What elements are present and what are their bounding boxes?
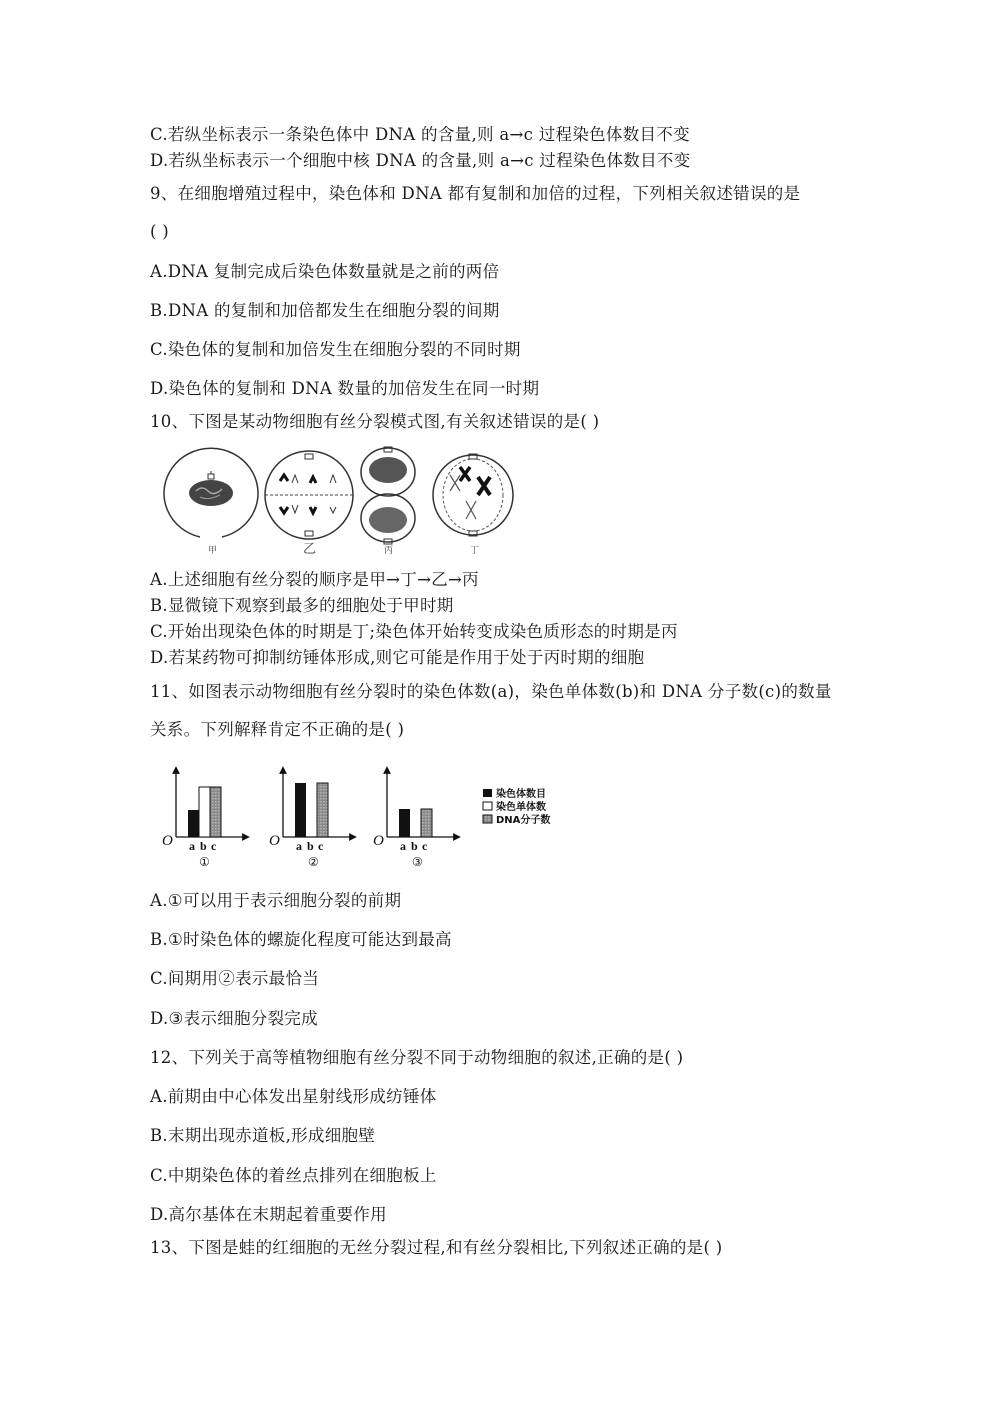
- svg-text:b: b: [200, 839, 207, 853]
- cell-jia: [164, 448, 258, 537]
- label-ding: 丁: [470, 546, 480, 555]
- q12-option-a: A.前期由中心体发出星射线形成纺锤体: [150, 1087, 437, 1106]
- q12-option-c: C.中期染色体的着丝点排列在细胞板上: [150, 1166, 437, 1185]
- svg-text:a: a: [189, 839, 195, 853]
- q9-answer-paren: ( ): [150, 222, 170, 241]
- svg-text:a: a: [400, 839, 406, 853]
- chromosome-bar-charts: [158, 765, 578, 870]
- q11-stem-line2: 关系。下列解释肯定不正确的是( ): [150, 720, 405, 739]
- label-yi: 乙: [303, 542, 317, 555]
- svg-text:③: ③: [412, 855, 423, 869]
- q12-option-b: B.末期出现赤道板,形成细胞壁: [150, 1126, 376, 1145]
- cell-ding: [433, 454, 513, 536]
- q8-option-c: C.若纵坐标表示一条染色体中 DNA 的含量,则 a→c 过程染色体数目不变: [150, 125, 690, 144]
- svg-text:O: O: [269, 833, 280, 849]
- svg-text:O: O: [162, 833, 173, 849]
- q9-option-b: B.DNA 的复制和加倍都发生在细胞分裂的间期: [150, 301, 500, 320]
- q8-option-d: D.若纵坐标表示一个细胞中核 DNA 的含量,则 a→c 过程染色体数目不变: [150, 151, 691, 170]
- q11-stem-line1: 11、如图表示动物细胞有丝分裂时的染色体数(a)，染色单体数(b)和 DNA 分子数(c)的数量: [150, 682, 832, 701]
- label-jia: 甲: [208, 546, 218, 555]
- svg-text:①: ①: [199, 855, 210, 869]
- svg-text:②: ②: [308, 855, 319, 869]
- q11-option-d: D.③表示细胞分裂完成: [150, 1009, 318, 1028]
- svg-text:a: a: [296, 839, 302, 853]
- svg-text:染色体数目: 染色体数目: [496, 789, 546, 800]
- svg-text:c: c: [211, 839, 217, 853]
- q11-option-b: B.①时染色体的螺旋化程度可能达到最高: [150, 930, 452, 949]
- q10-option-a: A.上述细胞有丝分裂的顺序是甲→丁→乙→丙: [150, 570, 479, 589]
- q10-option-b: B.显微镜下观察到最多的细胞处于甲时期: [150, 596, 454, 615]
- cell-yi: [265, 451, 353, 539]
- bar-panel-1: [162, 770, 246, 869]
- bar-legend: [483, 787, 550, 826]
- svg-text:b: b: [411, 839, 418, 853]
- q11-option-a: A.①可以用于表示细胞分裂的前期: [150, 891, 402, 910]
- q10-stem: 10、下图是某动物细胞有丝分裂模式图,有关叙述错误的是( ): [150, 412, 600, 431]
- q12-stem: 12、下列关于高等植物细胞有丝分裂不同于动物细胞的叙述,正确的是( ): [150, 1048, 684, 1067]
- q11-option-c: C.间期用②表示最恰当: [150, 969, 320, 988]
- q13-stem: 13、下图是蛙的红细胞的无丝分裂过程,和有丝分裂相比,下列叙述正确的是( ): [150, 1238, 723, 1257]
- svg-text:c: c: [318, 839, 324, 853]
- bar-panel-3: [373, 770, 457, 869]
- mitosis-cells-figure: [160, 445, 540, 555]
- label-bing: 丙: [384, 546, 394, 555]
- q9-option-a: A.DNA 复制完成后染色体数量就是之前的两倍: [150, 262, 500, 281]
- svg-text:O: O: [373, 833, 384, 849]
- q12-option-d: D.高尔基体在末期起着重要作用: [150, 1205, 387, 1224]
- svg-text:DNA分子数: DNA分子数: [496, 815, 551, 826]
- q9-option-d: D.染色体的复制和 DNA 数量的加倍发生在同一时期: [150, 379, 540, 398]
- q9-stem: 9、在细胞增殖过程中，染色体和 DNA 都有复制和加倍的过程，下列相关叙述错误的是: [150, 184, 801, 203]
- svg-text:b: b: [307, 839, 314, 853]
- bar-panel-2: [269, 770, 353, 869]
- svg-text:c: c: [422, 839, 428, 853]
- svg-text:染色单体数: 染色单体数: [496, 802, 546, 813]
- q9-option-c: C.染色体的复制和加倍发生在细胞分裂的不同时期: [150, 340, 521, 359]
- cell-bing: [361, 447, 415, 544]
- q10-option-c: C.开始出现染色体的时期是丁;染色体开始转变成染色质形态的时期是丙: [150, 622, 678, 641]
- q10-option-d: D.若某药物可抑制纺锤体形成,则它可能是作用于处于丙时期的细胞: [150, 648, 645, 667]
